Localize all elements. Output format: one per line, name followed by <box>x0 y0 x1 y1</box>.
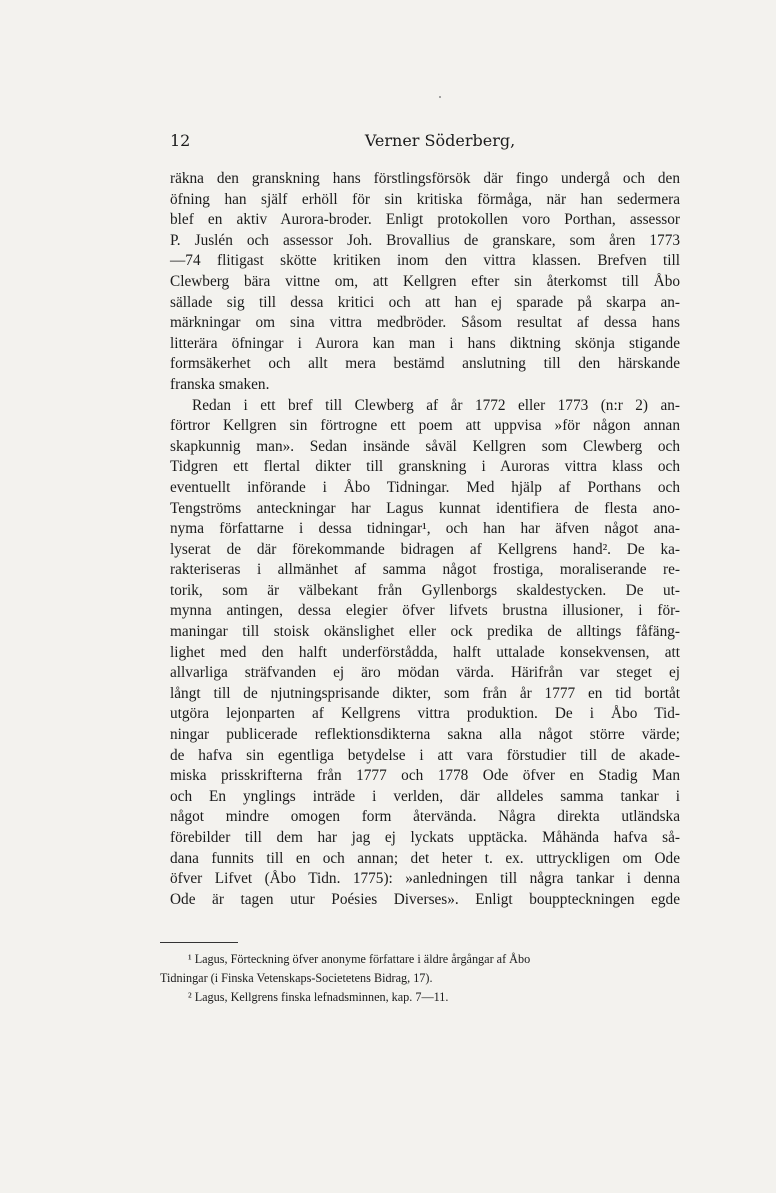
text-line: nyma författarne i dessa tidningar¹, och han har äfven något ana- <box>170 520 680 538</box>
text-line: förebilder till dem har jag ej lyckats upptäcka. Måhända hafva så- <box>170 829 680 846</box>
scan-speck <box>439 96 441 98</box>
text-line: litterära öfningar i Aurora kan man i hans diktning skönja stigande <box>170 334 680 352</box>
text-line: formsäkerhet och allt mera bestämd anslutning till den härskande <box>170 355 680 373</box>
text-line: maningar till stoisk okänslighet eller ock predika de alltings fåfäng- <box>170 623 680 641</box>
text-line: de hafva sin egentliga betydelse i att vara förstudier till de akade- <box>170 746 680 764</box>
text-line: märkningar om sina vittra medbröder. Såsom resultat af dessa hans <box>170 314 680 332</box>
footnote-2: ² Lagus, Kellgrens finska lefnadsminnen, kap. 7—11. <box>188 990 449 1004</box>
text-line: öfning han själf erhöll för sin kritiska förmåga, när han sedermera <box>170 190 680 208</box>
text-line: rakteriseras i allmänhet af samma något frostiga, moraliserande re- <box>170 561 680 579</box>
text-line: P. Juslén och assessor Joh. Brovallius de granskare, som åren 1773 <box>170 231 680 249</box>
text-line: skapkunnig man». Sedan insände såväl Kellgren som Clewberg och <box>170 437 680 455</box>
footnote-1: ¹ Lagus, Förteckning öfver anonyme författare i äldre årgångar af Åbo <box>188 952 531 966</box>
text-line: eventuellt införande i Åbo Tidningar. Med hjälp af Porthans och <box>170 478 680 496</box>
text-line: —74 flitigast skötte kritiken inom den vittra klassen. Brefven till <box>170 252 680 270</box>
footnote-divider <box>160 942 238 943</box>
page-header <box>170 131 680 155</box>
text-line: dana funnits till en och annan; det heter t. ex. uttryckligen om Ode <box>170 849 680 867</box>
text-line: lighet med den halft underförstådda, halft uttalade konsekvensen, att <box>170 643 680 661</box>
page-number: 12 <box>170 131 191 150</box>
text-line: ningar publicerade reflektionsdikterna sakna alla något större värde; <box>170 726 680 744</box>
running-head: Verner Söderberg, <box>364 131 516 150</box>
footnote-1-continuation: Tidningar (i Finska Vetenskaps-Societetens Bidrag, 17). <box>160 971 433 985</box>
paragraph-start: Redan i ett bref till Clewberg af år 1772 eller 1773 (n:r 2) an- <box>192 396 680 414</box>
text-line: Clewberg bära vittne om, att Kellgren efter sin återkomst till Åbo <box>170 272 680 290</box>
text-line: Tidgren ett flertal dikter till granskning i Auroras vittra klass och <box>170 458 680 476</box>
text-line: öfver Lifvet (Åbo Tidn. 1775): »anledningen till några tankar i denna <box>170 870 680 888</box>
text-line: torik, som är välbekant från Gyllenborgs skaldestycken. De ut- <box>170 581 680 599</box>
text-line: blef en aktiv Aurora-broder. Enligt protokollen voro Porthan, assessor <box>170 211 680 229</box>
body-text <box>170 169 680 910</box>
text-line: och En ynglings inträde i verlden, där alldeles samma tankar i <box>170 787 680 805</box>
text-line: lyserat de där förekommande bidragen af Kellgrens hand². De ka- <box>170 540 680 558</box>
text-line: franska smaken. <box>170 375 270 393</box>
footnotes <box>160 950 680 1007</box>
text-line: allvarliga sträfvanden ej äro mödan värda. Härifrån var steget ej <box>170 664 680 682</box>
text-line: något mindre omogen form återvända. Några direkta utländska <box>170 808 680 826</box>
text-line: räkna den granskning hans förstlingsförsök där fingo undergå och den <box>170 170 680 187</box>
text-line: långt till de njutningsprisande dikter, som från år 1777 en tid bortåt <box>170 684 680 702</box>
text-line: miska prisskrifterna från 1777 och 1778 Ode öfver en Stadig Man <box>170 767 680 785</box>
text-line: sällade sig till dessa kritici och att han ej sparade på skarpa an- <box>170 293 680 311</box>
text-line: Ode är tagen utur Poésies Diverses». Enligt bouppteckningen egde <box>170 890 680 908</box>
text-line: Tengströms anteckningar har Lagus kunnat identifiera de flesta ano- <box>170 499 680 517</box>
text-line: mynna antingen, dessa elegier öfver lifvets brustna illusioner, i för- <box>170 602 680 620</box>
text-line: förtror Kellgren sin förtrogne ett poem att uppvisa »för någon annan <box>170 417 680 435</box>
text-line: utgöra lejonparten af Kellgrens vittra produktion. De i Åbo Tid- <box>170 705 680 723</box>
